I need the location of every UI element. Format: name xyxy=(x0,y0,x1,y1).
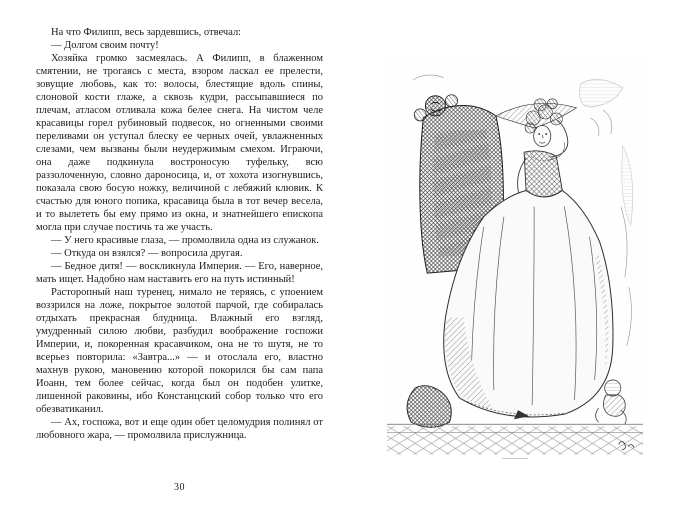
paragraph: — У него красивые глаза, — промолвила одна из служанок. xyxy=(51,235,319,247)
paragraph: Хозяйка громко засмеялась. А Филипп, в блаженном смятении, не трогаясь с места, взором ласкал ее прелести, зовущие любовь, как то: волосы, блестящие вдоль спины, слоновой кости глаже, а сквозь кудри, рассыпавшиеся по плечам, атласом отливала кожа белее снега. На чистом челе красавицы горел рубиновый подвесок, но огненными своими переливами он уступал блеску ее черных очей, увлажненных слезами, чем вызваны были неудержимым смехом. Играючи, она даже подкинула востроносую туфельку, всю раззолоченную, словно дароносица, и, от хохота изогнувшись, показала свою босую ножку, величиной с лебяжий клювик. К счастью для юного попика, красавица была в тот вечер весела, и то вылететь бы ему прямо из окна, и знатнейшего епископа могла при случае постичь та же участь. xyxy=(36,53,323,234)
bodice xyxy=(524,151,562,197)
engraving-illustration xyxy=(383,54,647,464)
paragraph: — Откуда он взялся? — вопросила другая. xyxy=(51,248,243,260)
engraving-svg xyxy=(383,54,647,464)
tiled-floor xyxy=(387,424,643,454)
paragraph: Расторопный наш туренец, нимало не теряясь, с упоением воззрился на ложе, покрытое золотой парчой, где собиралась отдыхать прекрасная блудница. Влажный его взгляд, умудренный силою любви, разбудил воображение госпожи Империи, и, покоренная красавчиком, она не то шутя, не то всерьез повторила: «Завтра...» — и отослала его, властно махнув рукою, мановению которой покорился бы сам папа Иоанн, тем более сейчас, когда был он подобен улитке, лишенной раковины, ибо Констанцский собор только что его обезватиканил. xyxy=(36,287,323,416)
paragraph: На что Филипп, весь зардевшись, отвечал: xyxy=(51,27,242,38)
page-number: 30 xyxy=(174,482,185,493)
chair-crest-mask xyxy=(425,96,445,116)
paragraph: — Бедное дитя! — воскликнула Империя. — Его, наверное, мать ищет. Надобно нам наставить его на путь истинный! xyxy=(36,261,323,286)
paragraph: — Ах, госпожа, вот и еще один обет целомудрия полинял от любовного жара, — промолвила прислужница. xyxy=(36,417,323,442)
paragraph: — Долгом своим почту! xyxy=(51,40,159,52)
left-page-text xyxy=(36,26,323,443)
